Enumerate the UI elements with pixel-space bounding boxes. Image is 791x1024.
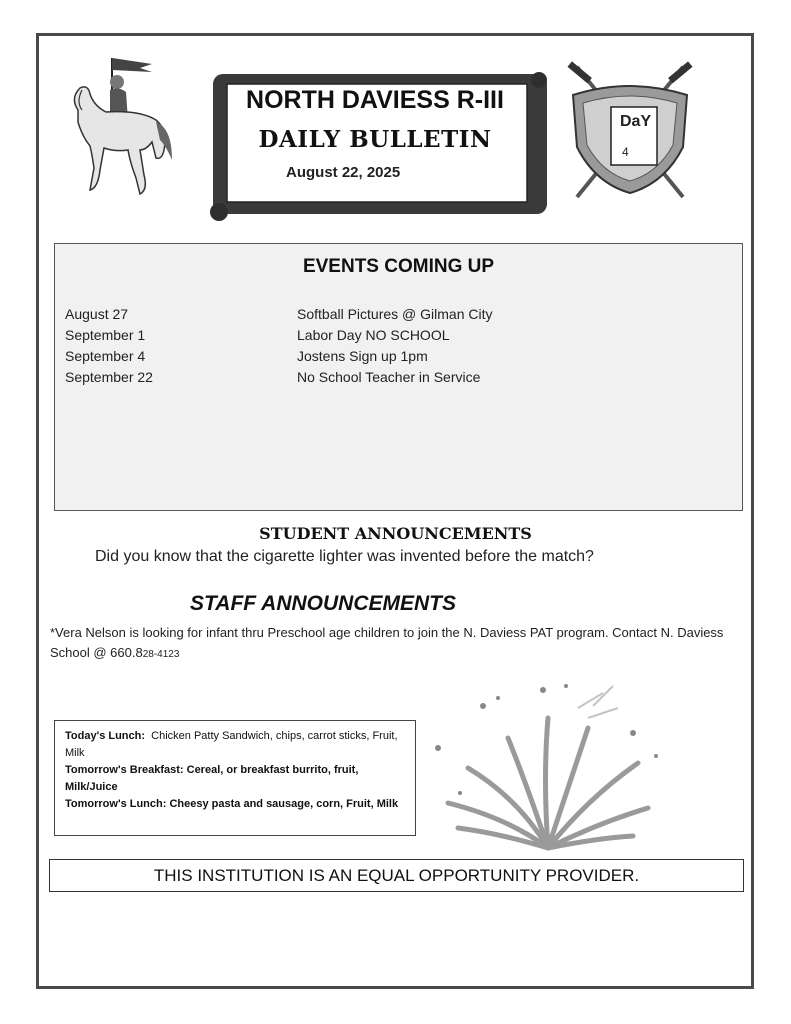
staff-announcement-text xyxy=(50,623,750,665)
staff-announcements-heading: STAFF ANNOUNCEMENTS xyxy=(190,592,456,615)
tomorrow-lunch-line xyxy=(65,796,405,813)
event-date: September 4 xyxy=(65,348,146,364)
tomorrow-lunch-label: Tomorrow's Lunch: xyxy=(65,798,167,810)
bulletin-date: August 22, 2025 xyxy=(286,164,401,181)
today-lunch-value: Chicken Patty Sandwich, chips, carrot sticks, Fruit, Milk xyxy=(65,730,398,759)
event-row xyxy=(65,369,735,390)
today-lunch-line xyxy=(65,728,405,762)
tomorrow-breakfast-line xyxy=(65,762,405,796)
fireworks-icon xyxy=(428,678,668,863)
event-description: Softball Pictures @ Gilman City xyxy=(297,306,493,322)
event-date: September 1 xyxy=(65,327,146,343)
events-box xyxy=(54,243,743,511)
event-row xyxy=(65,327,735,348)
event-description: Labor Day NO SCHOOL xyxy=(297,327,450,343)
equal-opportunity-statement: THIS INSTITUTION IS AN EQUAL OPPORTUNITY PROVIDER. xyxy=(49,859,744,892)
event-description: Jostens Sign up 1pm xyxy=(297,348,428,364)
student-announcements-heading: STUDENT ANNOUNCEMENTS xyxy=(259,524,532,543)
event-date: September 22 xyxy=(65,369,153,385)
today-lunch-label: Today's Lunch: xyxy=(65,730,146,742)
lunch-menu-box xyxy=(54,720,416,836)
school-name: NORTH DAVIESS R-III xyxy=(246,86,504,114)
day-label: DaY xyxy=(620,113,652,130)
staff-text-phone-suffix: 28-4123 xyxy=(142,649,180,660)
event-row xyxy=(65,348,735,369)
bulletin-title: DAILY BULLETIN xyxy=(258,126,492,153)
tomorrow-breakfast-value: Cereal, or breakfast burrito, fruit, Milk/Juice xyxy=(65,764,359,793)
day-number: 4 xyxy=(622,145,629,159)
knight-horse-icon xyxy=(60,50,180,205)
student-announcement-text: Did you know that the cigarette lighter was invented before the match? xyxy=(95,548,594,565)
event-description: No School Teacher in Service xyxy=(297,369,481,385)
tomorrow-breakfast-label: Tomorrow's Breakfast: xyxy=(65,764,184,776)
tomorrow-lunch-value: Cheesy pasta and sausage, corn, Fruit, Milk xyxy=(169,798,399,810)
event-row xyxy=(65,306,735,327)
staff-text-main: *Vera Nelson is looking for infant thru Preschool age children to join the N. Daviess PAT program. Contact N. Daviess School @ 660.8 xyxy=(50,625,724,660)
event-date: August 27 xyxy=(65,306,129,322)
events-title: EVENTS COMING UP xyxy=(302,256,495,277)
